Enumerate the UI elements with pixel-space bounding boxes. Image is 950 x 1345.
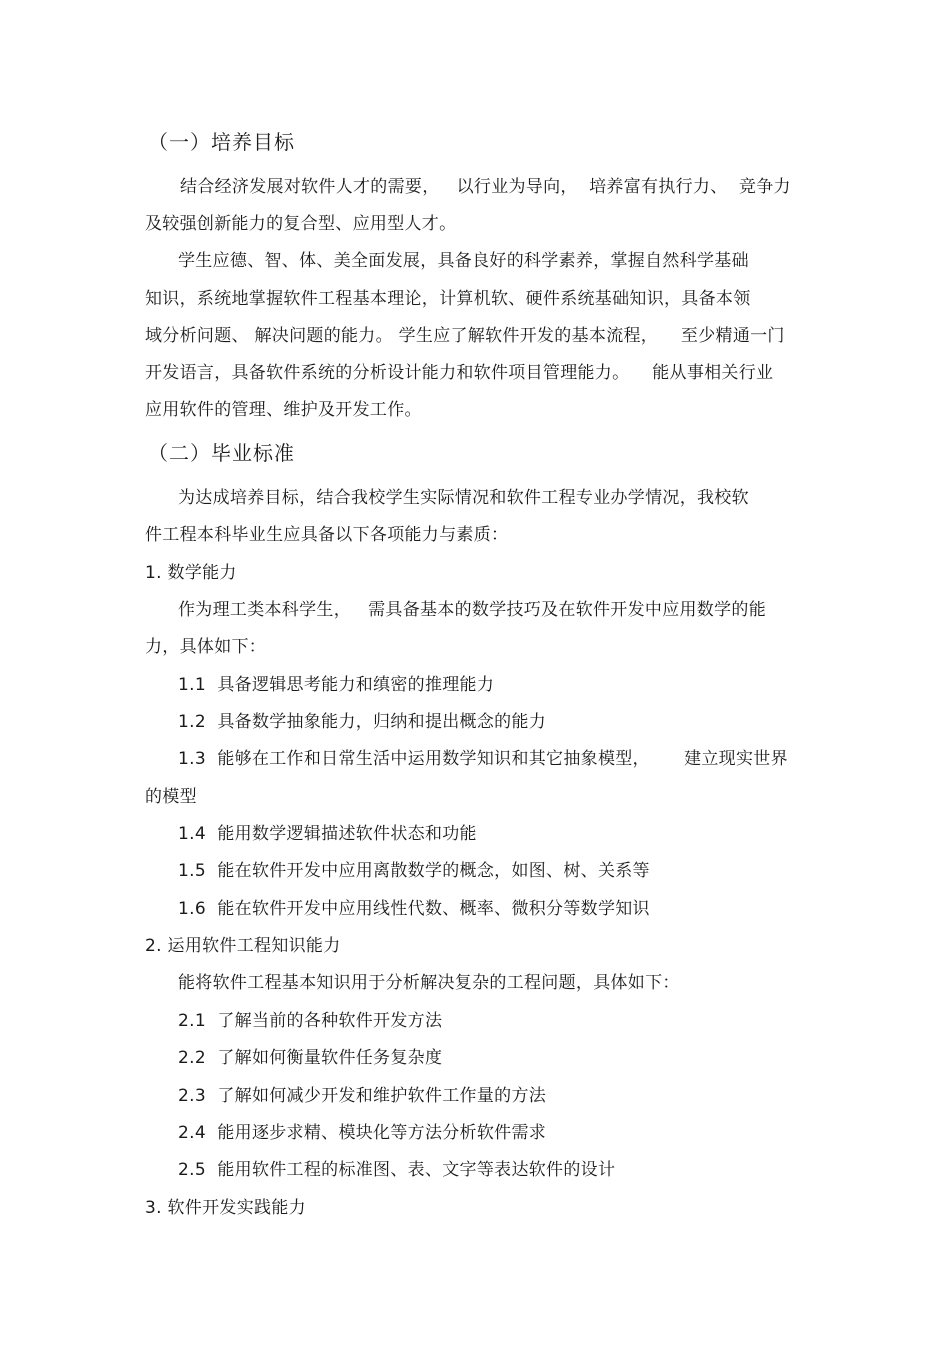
paragraph-line: 知识，系统地掌握软件工程基本理论，计算机软、硬件系统基础知识，具备本领 bbox=[145, 289, 751, 309]
paragraph-line: 力，具体如下： bbox=[145, 637, 267, 657]
sub-item: 1.5 能在软件开发中应用离散数学的概念，如图、树、关系等 bbox=[178, 861, 650, 881]
item-title-se-knowledge: 2. 运用软件工程知识能力 bbox=[145, 936, 341, 956]
sub-item: 2.4 能用逐步求精、模块化等方法分析软件需求 bbox=[178, 1123, 547, 1143]
sub-item: 1.6 能在软件开发中应用线性代数、概率、微积分等数学知识 bbox=[178, 899, 650, 919]
sub-item: 2.1 了解当前的各种软件开发方法 bbox=[178, 1011, 443, 1031]
sub-item: 1.1 具备逻辑思考能力和缜密的推理能力 bbox=[178, 675, 495, 695]
paragraph-line: 及较强创新能力的复合型、应用型人才。 bbox=[145, 214, 457, 234]
paragraph-line: 应用软件的管理、维护及开发工作。 bbox=[145, 400, 422, 420]
paragraph-line: 作为理工类本科学生， 需具备基本的数学技巧及在软件开发中应用数学的能 bbox=[178, 600, 767, 620]
sub-item-continuation: 的模型 bbox=[145, 787, 197, 807]
sub-item: 2.2 了解如何衡量软件任务复杂度 bbox=[178, 1048, 443, 1068]
paragraph-line: 为达成培养目标，结合我校学生实际情况和软件工程专业办学情况，我校软 bbox=[178, 488, 749, 508]
section-heading-graduation-standards: （二）毕业标准 bbox=[148, 441, 295, 465]
paragraph-line: 学生应德、智、体、美全面发展，具备良好的科学素养，掌握自然科学基础 bbox=[178, 251, 749, 271]
sub-item: 2.3 了解如何减少开发和维护软件工作量的方法 bbox=[178, 1086, 547, 1106]
item-title-dev-practice: 3. 软件开发实践能力 bbox=[145, 1198, 306, 1218]
item-title-math-ability: 1. 数学能力 bbox=[145, 563, 237, 583]
sub-item: 1.3 能够在工作和日常生活中运用数学知识和其它抽象模型， 建立现实世界 bbox=[178, 749, 788, 769]
paragraph-line: 域分析问题、 解决问题的能力。 学生应了解软件开发的基本流程， 至少精通一门 bbox=[145, 326, 785, 346]
sub-item: 1.2 具备数学抽象能力，归纳和提出概念的能力 bbox=[178, 712, 547, 732]
paragraph-line: 件工程本科毕业生应具备以下各项能力与素质： bbox=[145, 525, 509, 545]
section-heading-training-goals: （一）培养目标 bbox=[148, 130, 295, 154]
sub-item: 1.4 能用数学逻辑描述软件状态和功能 bbox=[178, 824, 477, 844]
paragraph-line: 能将软件工程基本知识用于分析解决复杂的工程问题，具体如下： bbox=[178, 973, 680, 993]
paragraph-line: 开发语言，具备软件系统的分析设计能力和软件项目管理能力。 能从事相关行业 bbox=[145, 363, 774, 383]
paragraph-line: 结合经济发展对软件人才的需要， 以行业为导向， 培养富有执行力、 竞争力 bbox=[180, 177, 791, 197]
sub-item: 2.5 能用软件工程的标准图、表、文字等表达软件的设计 bbox=[178, 1160, 616, 1180]
